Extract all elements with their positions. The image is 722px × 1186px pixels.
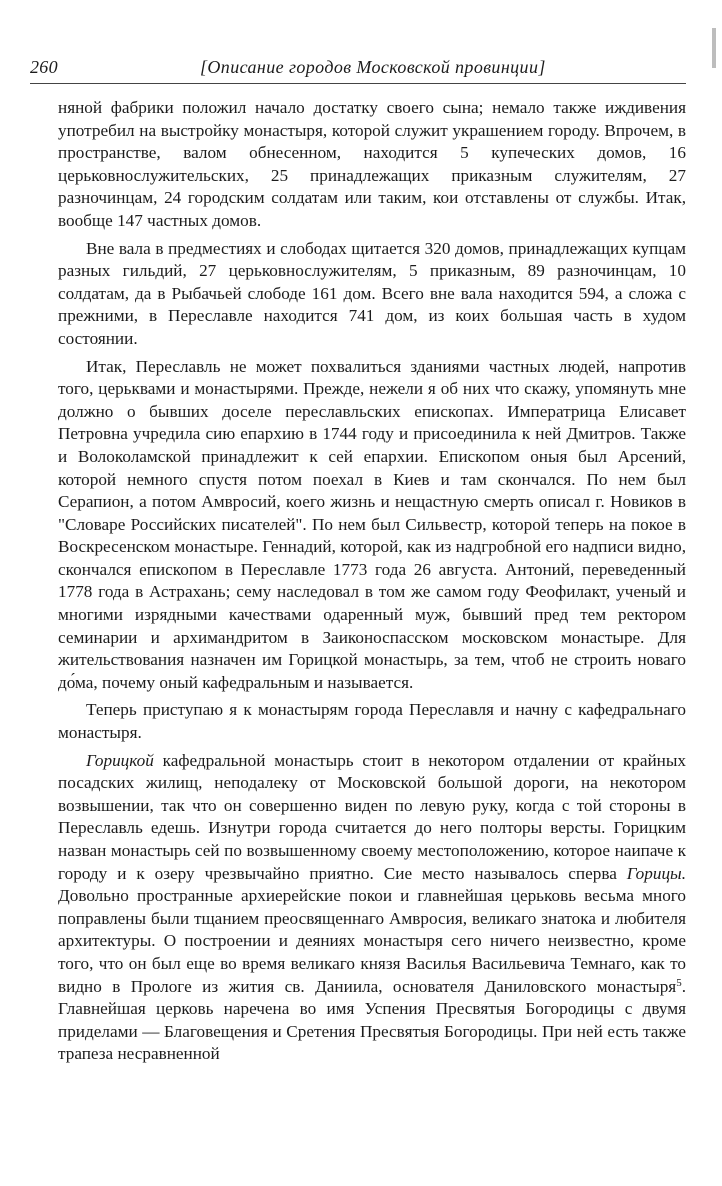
- scan-edge-mark: [712, 28, 716, 68]
- paragraph-1: няной фабрики положил начало достатку своего сына; немало также иждивения употребил на выстройку монастыря, которой служит украшением городу. Впрочем, в пространстве, валом обнесенном, находится 5 купеческих домов, 16 церьковнослужительских, 25 принадлежащих приказным служителям, 27 разночинцам, 24 городским солдатам или таким, кои отставлены от службы. Итак, вообще 147 частных домов.: [58, 98, 686, 230]
- paragraph-5-text-a: кафедральной монастырь стоит в некотором отдалении от крайных посадских жилищ, неподалеку от Московской большой дороги, на некотором возвышении, так что он совершенно виден по левую руку, когда с той стороны в Переславль едешь. Изнутри города считается до него полторы версты. Горицким назван монастырь сей по возвышенному своему местоположению, которое наипаче к городу и к озеру чрезвычайно приятно. Сие место называлось сперва: [58, 750, 686, 883]
- paragraph-5: [58, 750, 686, 1066]
- goricy-italic: Горицы.: [626, 863, 686, 883]
- paragraph-4: Теперь приступаю я к монастырям города Переславля и начну с кафедральнаго монастыря.: [58, 700, 686, 743]
- paragraph-5-text-c: . Главнейшая церковь наречена во имя Успения Пресвятыя Богородицы с двумя приделами — Благовещения и Сретения Пресвятыя Богородицы. При ней есть также трапеза несравненной: [58, 976, 686, 1064]
- gorickoy-italic: Горицкой: [86, 750, 154, 770]
- paragraph-3: Итак, Переславль не может похвалиться зданиями частных людей, напротив того, церьквами и монастырями. Прежде, нежели я об них что скажу, упомянуть мне должно о бывших доселе переславльских епископах. Императрица Елисавет Петровна учредила сию епархию в 1744 году и присоединила к ней Дмитров. Также и Волоколамской принадлежит к сей епархии. Епископом оныя был Арсений, которой немного спустя потом поехал в Киев и там скончался. По нем был Серапион, а потом Амвросий, коего жизнь и нещастную смерть описал г. Новиков в "Словаре Российских писателей". По нем был Сильвестр, которой теперь на покое в Воскресенском монастыре. Геннадий, которой, как из надгробной его надписи видно, скончался епископом в Переславле 1773 года 26 августа. Антоний, переведенный 1778 года в Астрахань; сему наследовал в том же самом году Феофилакт, ученый и многими изрядными качествами одаренный муж, бывший пред тем ректором семинарии и архимандритом в Заиконоспасском московском монастыре. Для жительствования назначен им Горицкой монастырь, за тем, чтоб не строить новаго до́ма, почему оный кафедральным и называется.: [58, 356, 686, 692]
- paragraph-2: Вне вала в предместиях и слободах щитается 320 домов, принадлежащих купцам разных гильдий, 27 церьковнослужителям, 5 приказным, 89 разночинцам, 10 солдатам, да в Рыбачьей слободе 161 дом. Всего вне вала находится 594, а сложа с прежними, в Переславле находится 741 дом, из коих большая часть в худом состоянии.: [58, 238, 686, 348]
- running-title: [Описание городов Московской провинции]: [200, 57, 546, 77]
- body-text: [58, 97, 686, 1071]
- paragraph-5-text-b: Довольно пространные архиерейские покои и главнейшая церьковь весьма много поправлены были тщанием преосвященнаго Амвросия, великаго знатока и любителя архитектуры. О построении и деяниях монастыря сего ничего неизвестно, кроме того, что он был еще во время великаго князя Василья Васильевича Темнаго, как то видно в Прологе из жития св. Даниила, основателя Даниловского монастыря: [58, 886, 686, 996]
- header-rule: [30, 83, 686, 84]
- page-header: [30, 57, 686, 87]
- page-number: 260: [30, 57, 58, 77]
- footnote-marker[interactable]: 5: [676, 976, 682, 989]
